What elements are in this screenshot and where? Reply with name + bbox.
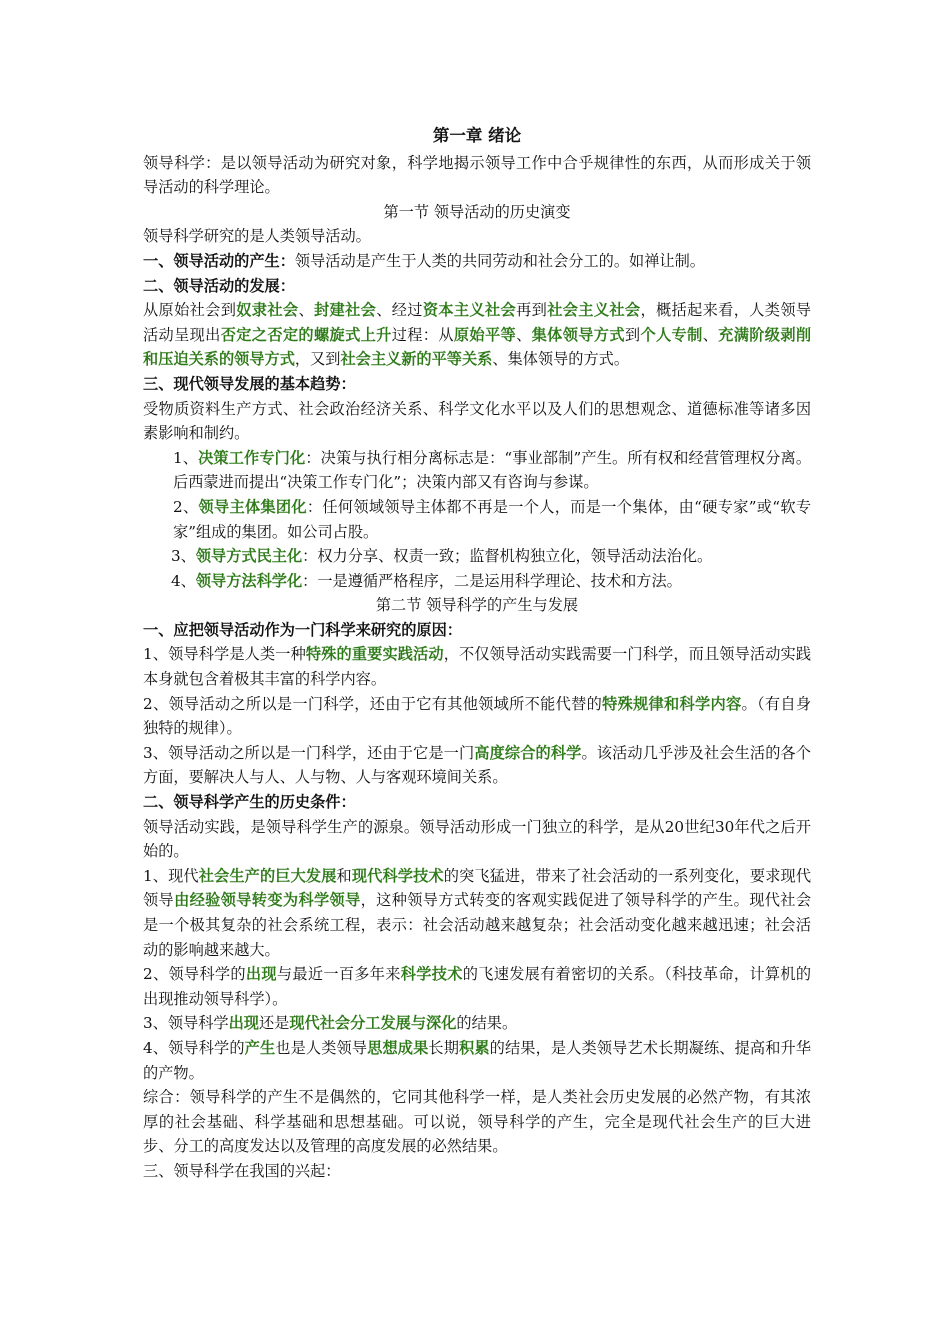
highlight-term: 社会主义新的平等关系 xyxy=(340,350,493,369)
highlight-term: 现代科学技术 xyxy=(351,866,444,885)
text-run: 、集体领导的方式。 xyxy=(492,350,629,369)
highlight-term: 决策工作专门化 xyxy=(198,448,306,467)
text-run: 1、现代 xyxy=(143,866,199,885)
item-number: 2、 xyxy=(173,497,199,516)
text-run: 。该活动几乎涉及社会生活的各个方面，要解决人与人、人与物、人与客观环境间关系。 xyxy=(143,743,811,787)
text-run: 、 xyxy=(516,325,532,344)
highlight-term: 个人专制 xyxy=(640,325,703,344)
text-run: 的结果，是人类领导艺术长期凝练、提高和升华的产物。 xyxy=(143,1038,812,1082)
chapter-title: 第一章 绪论 xyxy=(432,126,522,145)
text-run: 与最近一百多年来 xyxy=(276,965,401,984)
item-heading: 二、领导科学产生的历史条件： xyxy=(143,793,356,812)
text-run: ：权力分享、权责一致；监督机构独立化，领导活动法治化。 xyxy=(302,547,713,566)
item-text: 领导活动是产生于人类的共同劳动和社会分工的。如禅让制。 xyxy=(294,251,705,270)
text-run: 的突飞猛进，带来了社会活动的一系列变化，要求现代领导 xyxy=(143,866,812,910)
highlight-term: 充满阶级剥削和压迫关系的领导方式 xyxy=(143,325,812,369)
highlight-term: 领导方式民主化 xyxy=(195,547,303,566)
item-heading: 一、应把领导活动作为一门科学来研究的原因： xyxy=(143,620,462,639)
text-run: 也是人类领导 xyxy=(275,1038,368,1057)
trend-item-1 xyxy=(143,446,811,495)
text-run: 长期 xyxy=(428,1038,460,1057)
condition-item-2 xyxy=(143,962,811,1011)
text-run: ：任何领域领导主体都不再是一个人，而是一个集体，由“硬专家”或“软专家”组成的集团。如公司占股。 xyxy=(173,497,812,541)
section-heading-1: 第一节 领导活动的历史演变 xyxy=(383,202,571,221)
document-page xyxy=(143,124,811,1184)
highlight-term: 积累 xyxy=(459,1038,490,1057)
highlight-term: 资本主义社会 xyxy=(422,301,517,320)
text-run: 过程：从 xyxy=(391,325,454,344)
condition-item-3 xyxy=(143,1011,811,1036)
text-run: 2、领导活动之所以是一门科学，还由于它有其他领域所不能代替的 xyxy=(143,694,603,713)
text-run: 的飞速发展有着密切的关系。（科技革命，计算机的出现推动领导科学）。 xyxy=(143,965,812,1008)
paragraph: 领导活动实践，是领导科学生产的源泉。领导活动形成一门独立的科学，是从20世纪30年代之后开始的。 xyxy=(143,817,811,861)
highlight-term: 产生 xyxy=(244,1038,276,1057)
reason-item-2 xyxy=(143,692,811,741)
highlight-term: 领导方法科学化 xyxy=(195,571,303,590)
trend-item-4 xyxy=(143,569,811,594)
text-run: 、经过 xyxy=(376,301,423,320)
text-run: 和 xyxy=(336,866,352,885)
highlight-term: 集体领导方式 xyxy=(531,325,625,344)
text-run: ，这种领导方式转变的客观实践促进了领导科学的产生。现代社会是一个极其复杂的社会系统工程，表示：社会活动越来越复杂；社会活动变化越来越迅速；社会活动的影响越来越大。 xyxy=(143,891,812,959)
highlight-term: 特殊的重要实践活动 xyxy=(305,645,444,664)
text-run: ，又到 xyxy=(294,350,341,369)
highlight-term: 奴隶社会 xyxy=(236,301,299,320)
trend-item-3 xyxy=(143,544,811,569)
highlight-term: 领导主体集团化 xyxy=(198,497,307,516)
highlight-term: 高度综合的科学 xyxy=(474,743,582,762)
item-heading: 二、领导活动的发展： xyxy=(143,276,295,295)
text-run: ，概括起来看，人类领导活动呈现出 xyxy=(143,301,812,344)
item-number: 4、 xyxy=(171,571,196,590)
text-run: 还是 xyxy=(258,1014,290,1033)
paragraph xyxy=(143,298,811,372)
highlight-term: 科学技术 xyxy=(400,965,463,984)
highlight-term: 现代社会分工发展与深化 xyxy=(289,1014,457,1033)
text-run: 、 xyxy=(298,301,314,320)
item-heading: 一、领导活动的产生： xyxy=(143,251,295,270)
highlight-term: 思想成果 xyxy=(367,1038,429,1057)
text-run: 3、领导活动之所以是一门科学，还由于它是一门 xyxy=(143,743,475,762)
item-number: 3、 xyxy=(171,547,196,566)
text-run: 、 xyxy=(702,325,719,344)
highlight-term: 社会主义社会 xyxy=(547,301,641,320)
text-run: 从原始社会到 xyxy=(143,301,237,320)
highlight-term: 否定之否定的螺旋式上升 xyxy=(220,325,392,344)
item-number: 1、 xyxy=(173,448,199,467)
highlight-term: 出现 xyxy=(228,1014,259,1033)
highlight-term: 特殊规律和科学内容 xyxy=(602,694,742,713)
condition-item-1 xyxy=(143,864,811,962)
text-run: ：决策与执行相分离标志是：“事业部制”产生。所有权和经营管理权分离。后西蒙进而提出“决策工作专门化”；决策内部又有咨询与参谋。 xyxy=(173,448,812,492)
paragraph: 领导科学研究的是人类领导活动。 xyxy=(143,227,371,246)
text-run: 3、领导科学 xyxy=(143,1014,229,1033)
text-run: ：一是遵循严格程序，二是运用科学理论、技术和方法。 xyxy=(302,571,682,590)
text-run: 的结果。 xyxy=(456,1014,518,1033)
section-heading-2: 第二节 领导科学的产生与发展 xyxy=(375,596,579,615)
highlight-term: 原始平等 xyxy=(453,325,517,344)
summary-paragraph: 综合：领导科学的产生不是偶然的，它同其他科学一样，是人类社会历史发展的必然产物，有其浓厚的社会基础、科学基础和思想基础。可以说，领导科学的产生，完全是现代社会生产的巨大进步、分工的高度发达以及管理的高度发展的必然结果。 xyxy=(143,1088,811,1156)
highlight-term: 封建社会 xyxy=(314,301,377,320)
highlight-term: 由经验领导转变为科学领导 xyxy=(174,891,361,910)
intro-paragraph: 领导科学：是以领导活动为研究对象，科学地揭示领导工作中合乎规律性的东西，从而形成关于领导活动的科学理论。 xyxy=(143,153,811,197)
paragraph xyxy=(143,249,811,274)
highlight-term: 社会生产的巨大发展 xyxy=(198,866,337,885)
item-heading: 三、领导科学在我国的兴起： xyxy=(143,1161,341,1180)
item-heading: 三、现代领导发展的基本趋势： xyxy=(143,374,356,393)
reason-item-3 xyxy=(143,741,811,790)
condition-item-4 xyxy=(143,1036,811,1085)
text-run: 。（有自身独特的规律）。 xyxy=(143,694,812,738)
reason-item-1 xyxy=(143,642,811,691)
text-run: 4、领导科学的 xyxy=(143,1038,245,1057)
text-run: 2、领导科学的 xyxy=(143,965,246,984)
trend-item-2 xyxy=(143,495,811,544)
paragraph: 受物质资料生产方式、社会政治经济关系、科学文化水平以及人们的思想观念、道德标准等诸多因素影响和制约。 xyxy=(143,399,811,443)
text-run: 再到 xyxy=(516,301,548,320)
text-run: 1、领导科学是人类一种 xyxy=(143,645,306,664)
highlight-term: 出现 xyxy=(245,965,277,984)
text-run: 到 xyxy=(624,325,641,344)
text-run: ，不仅领导活动实践需要一门科学，而且领导活动实践本身就包含着极其丰富的科学内容。 xyxy=(143,645,812,689)
